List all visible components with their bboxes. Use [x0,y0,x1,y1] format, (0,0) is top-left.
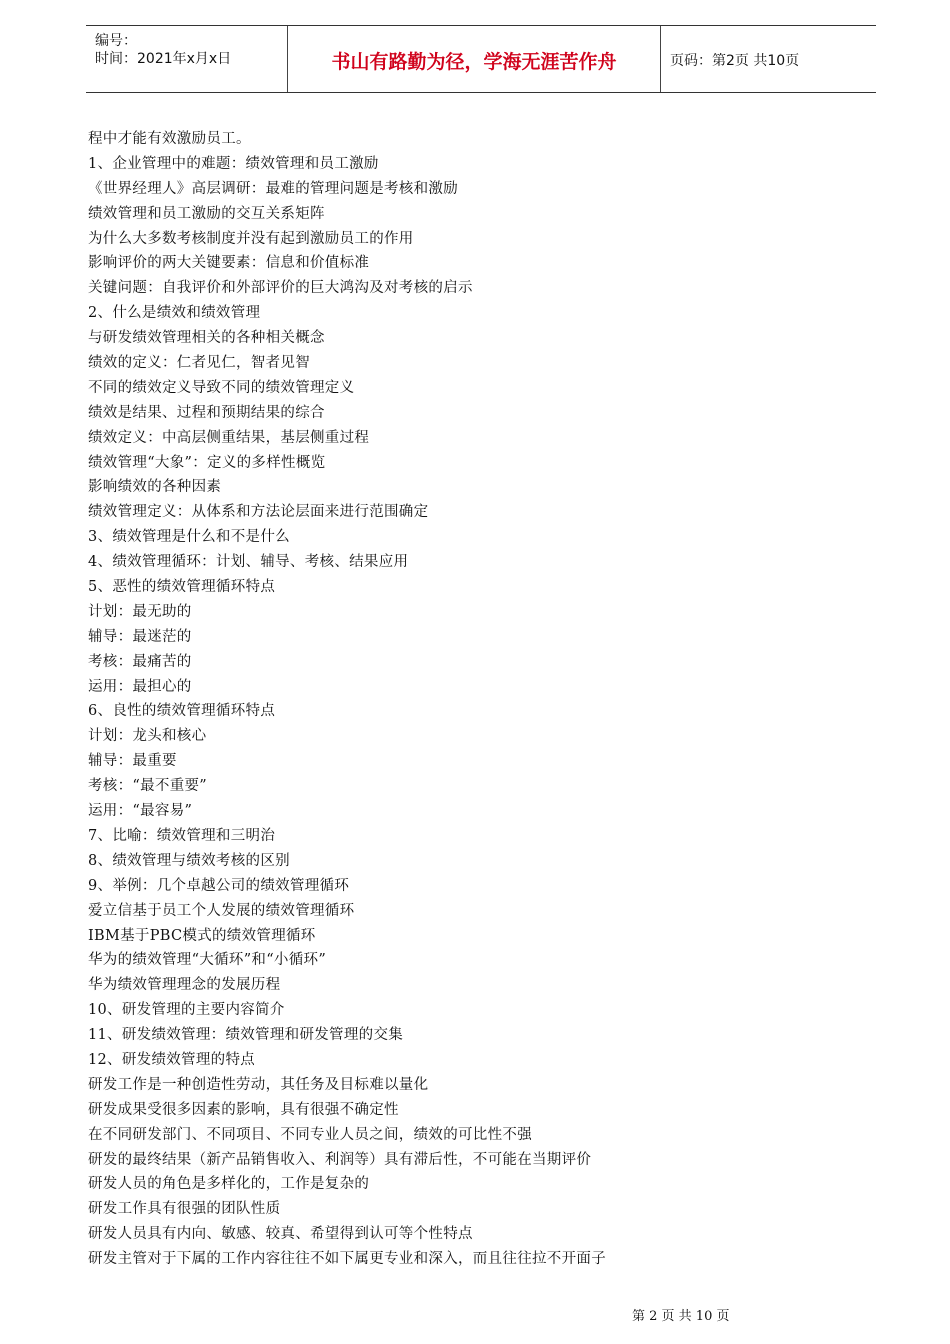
text-line: 考核：最痛苦的 [88,653,192,670]
header-motto: 书山有路勤为径，学海无涯苦作舟 [331,51,617,73]
text-line: 11、研发绩效管理：绩效管理和研发管理的交集 [88,1027,404,1044]
text-line: 在不同研发部门、不同项目、不同专业人员之间，绩效的可比性不强 [88,1126,532,1143]
text-line: 研发主管对于下属的工作内容往往不如下属更专业和深入，而且往往拉不开面子 [88,1251,606,1268]
text-line: 研发的最终结果（新产品销售收入、利润等）具有滞后性，不可能在当期评价 [88,1151,592,1168]
text-line: 《世界经理人》高层调研：最难的管理问题是考核和激励 [88,180,458,197]
header-meta-cell [86,26,288,92]
text-line: 华为的绩效管理“大循环”和“小循环” [88,952,327,969]
text-line: 运用：“最容易” [88,803,193,820]
text-line: 研发工作具有很强的团队性质 [88,1201,281,1218]
page-header [86,25,876,93]
text-line: 研发人员的角色是多样化的，工作是复杂的 [88,1176,370,1193]
text-line: 8、绩效管理与绩效考核的区别 [88,852,290,869]
header-page-code: 页码：第2页 共10页 [670,53,800,69]
text-line: 绩效管理和员工激励的交互关系矩阵 [88,205,325,222]
text-line: 1、企业管理中的难题：绩效管理和员工激励 [88,155,379,172]
text-line: 10、研发管理的主要内容简介 [88,1002,285,1019]
text-line: 5、恶性的绩效管理循环特点 [88,579,276,596]
text-line: 绩效定义：中高层侧重结果，基层侧重过程 [88,429,370,446]
document-time-label: 时间：2021年x月x日 [95,51,232,67]
text-line: 9、举例：几个卓越公司的绩效管理循环 [88,877,350,894]
text-line: 研发工作是一种创造性劳动，其任务及目标难以量化 [88,1076,429,1093]
text-line: 关键问题：自我评价和外部评价的巨大鸿沟及对考核的启示 [88,280,473,297]
text-line: 爱立信基于员工个人发展的绩效管理循环 [88,902,355,919]
text-line: 计划：龙头和核心 [88,728,207,745]
document-number-label: 编号： [95,33,137,49]
header-motto-cell [288,26,661,92]
text-line: 程中才能有效激励员工。 [88,131,251,147]
text-line: 研发人员具有内向、敏感、较真、希望得到认可等个性特点 [88,1226,473,1243]
text-line: 计划：最无助的 [88,603,192,620]
text-line: 7、比喻：绩效管理和三明治 [88,827,276,844]
text-line: 与研发绩效管理相关的各种相关概念 [88,330,325,347]
text-line: 4、绩效管理循环：计划、辅导、考核、结果应用 [88,554,409,571]
text-line: 绩效管理“大象”：定义的多样性概览 [88,454,326,471]
header-page-cell [661,26,876,92]
text-line: 研发成果受很多因素的影响，具有很强不确定性 [88,1101,399,1118]
text-line: 绩效管理定义：从体系和方法论层面来进行范围确定 [88,504,429,521]
text-line: 不同的绩效定义导致不同的绩效管理定义 [88,379,355,396]
text-line: 绩效的定义：仁者见仁，智者见智 [88,355,310,372]
page-footer: 第 2 页 共 10 页 [632,1309,730,1324]
text-line: 运用：最担心的 [88,678,192,695]
text-line: 为什么大多数考核制度并没有起到激励员工的作用 [88,230,414,247]
text-line: 6、良性的绩效管理循环特点 [88,703,276,720]
document-body [88,127,878,1272]
text-line: 辅导：最迷茫的 [88,628,192,645]
text-line: 绩效是结果、过程和预期结果的综合 [88,404,325,421]
text-line: 影响评价的两大关键要素：信息和价值标准 [88,255,370,272]
text-line: 考核：“最不重要” [88,778,208,795]
text-line: 3、绩效管理是什么和不是什么 [88,529,290,546]
text-line: 12、研发绩效管理的特点 [88,1051,256,1068]
text-line: 辅导：最重要 [88,753,177,770]
text-line: 华为绩效管理理念的发展历程 [88,977,281,994]
text-line: 影响绩效的各种因素 [88,479,222,496]
text-line: IBM基于PBC模式的绩效管理循环 [88,927,316,944]
text-line: 2、什么是绩效和绩效管理 [88,305,261,322]
